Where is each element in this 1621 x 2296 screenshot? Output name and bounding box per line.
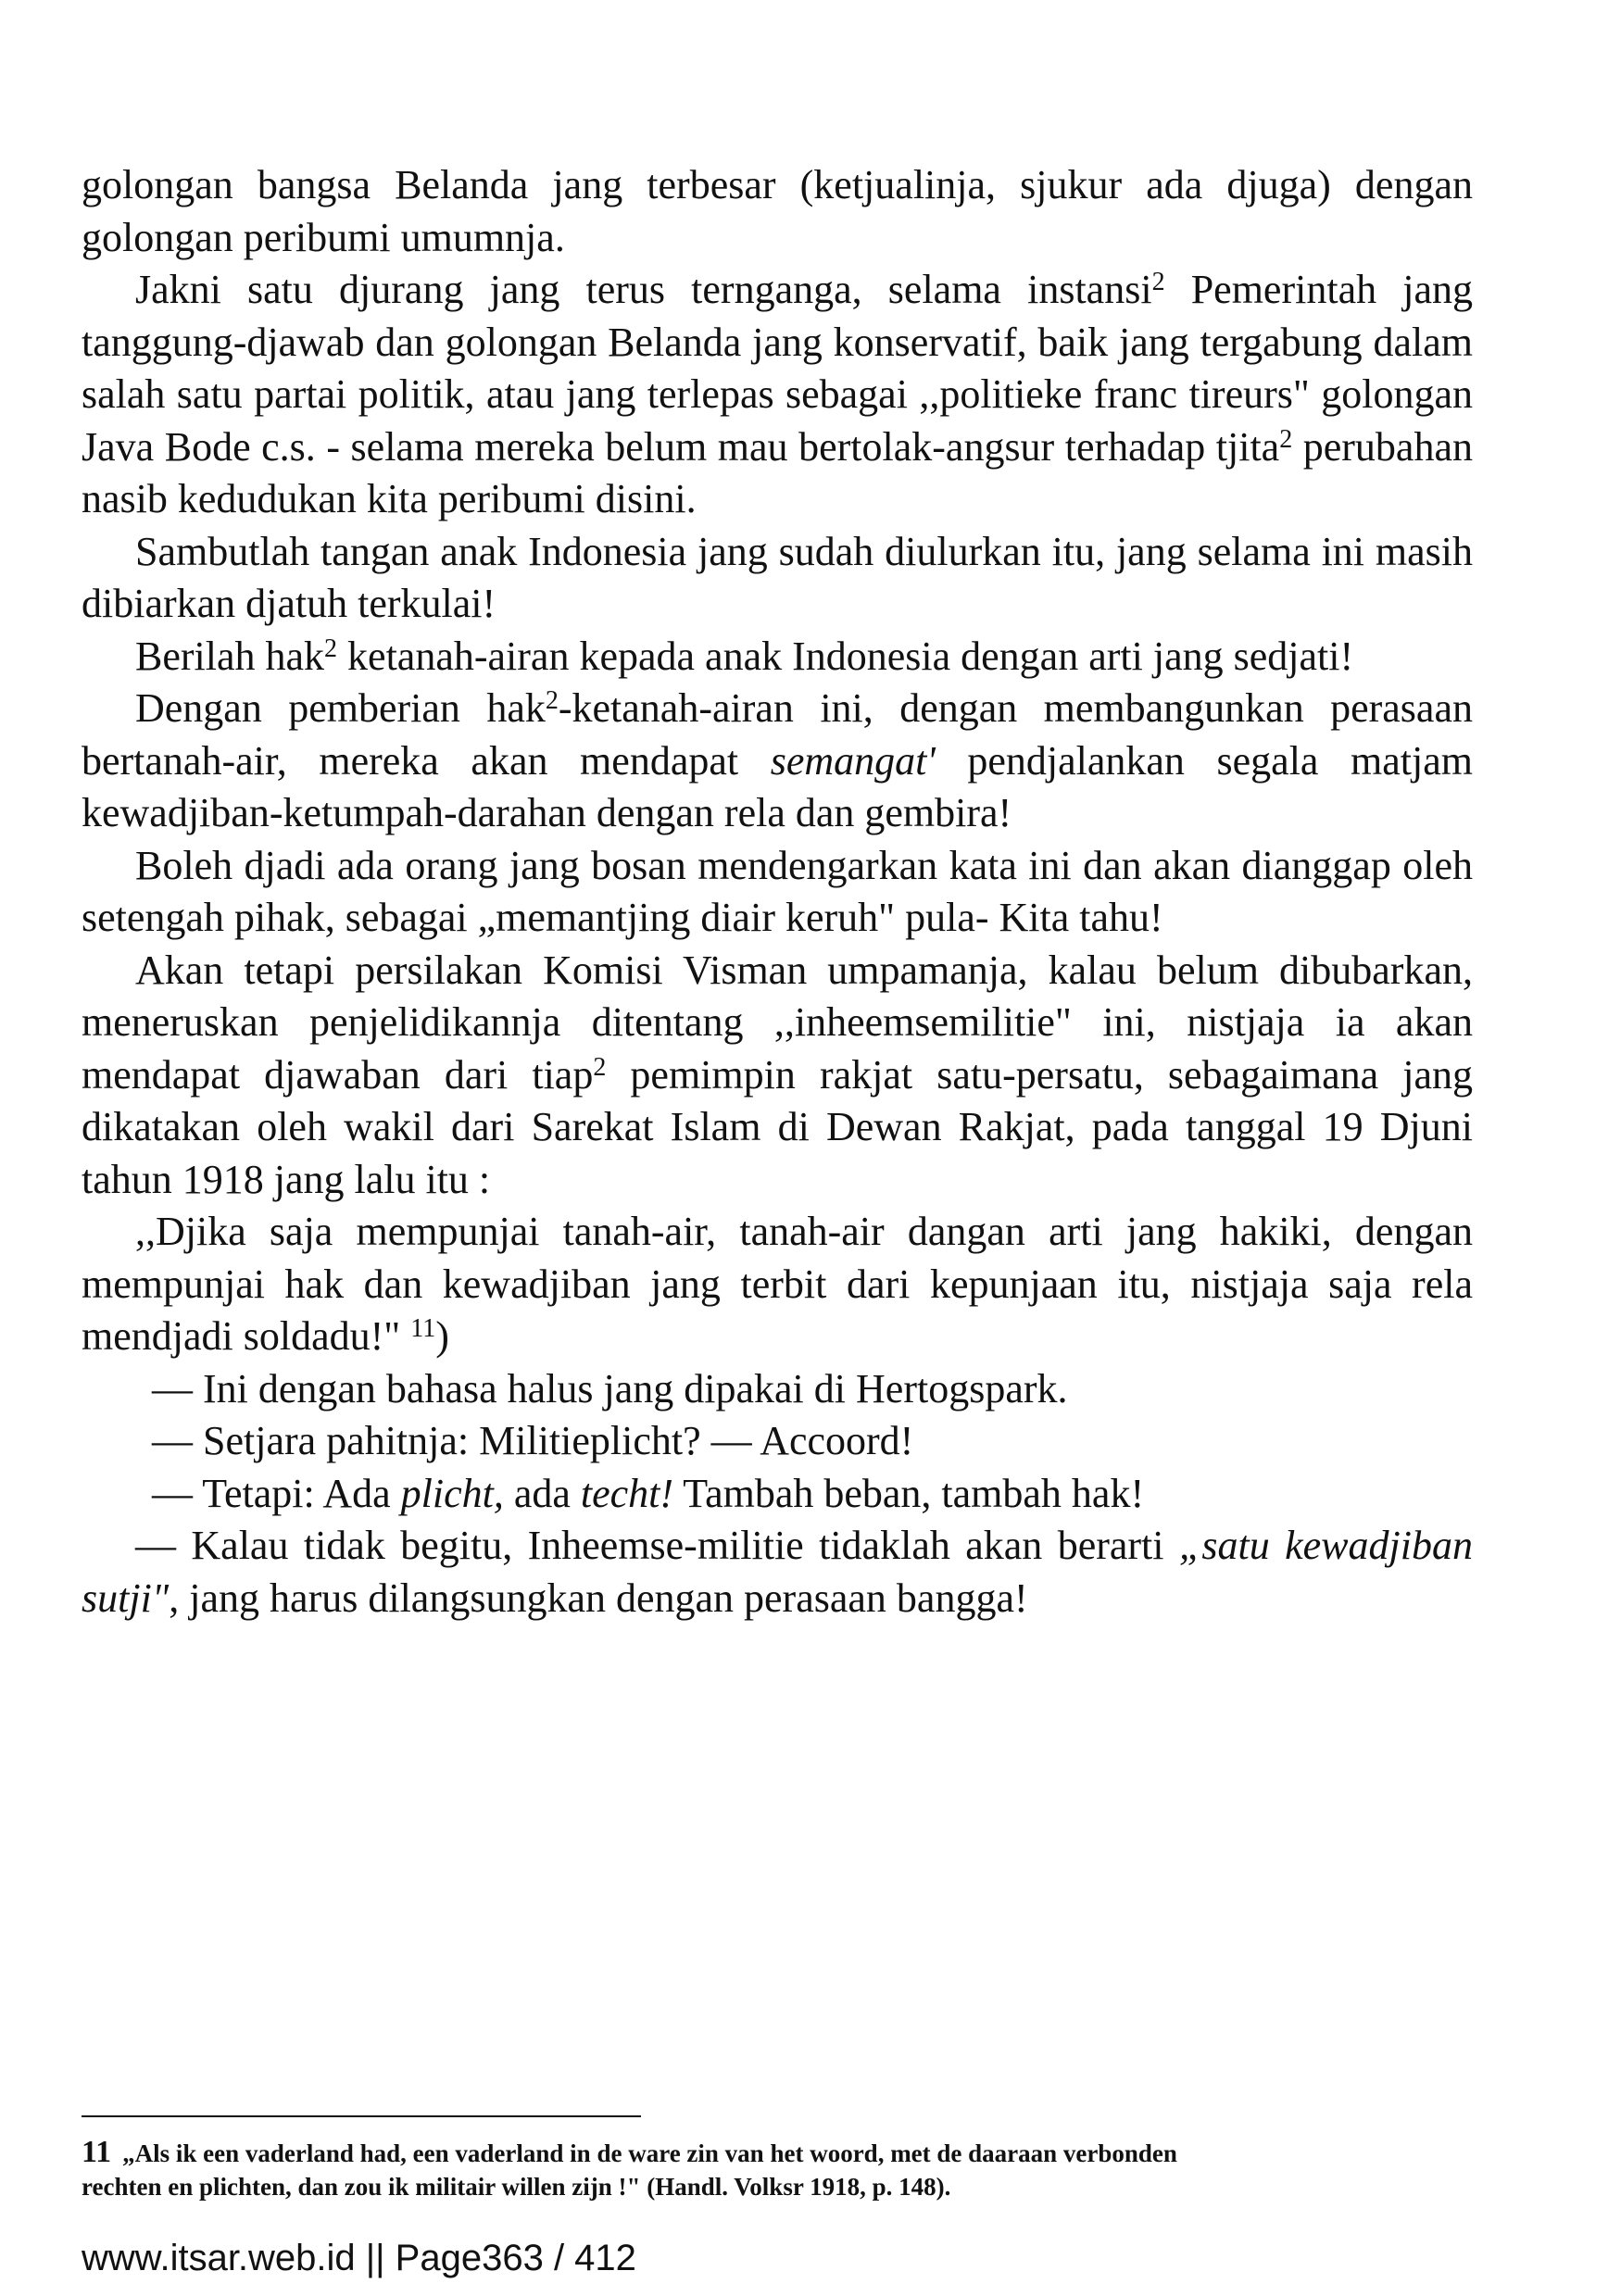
paragraph: Akan tetapi persilakan Komisi Visman umpamanja, kalau belum dibubarkan, meneruskan penjelidikannja ditentang ,,inheemsemilitie" ini, nistjaja ia akan mendapat djawaban dari tiap$^2$ pemimpin rakjat satu-persatu, sebagaimana jang dikatakan oleh wakil dari Sarekat Islam di Dewan Rakjat, pada tanggal 19 Djuni tahun 1918 jang lalu itu : bbox=[82, 947, 1473, 1202]
paragraph: Boleh djadi ada orang jang bosan mendengarkan kata ini dan akan dianggap oleh setengah pihak, sebagai „memantjing diair keruh" pula- Kita tahu! bbox=[82, 842, 1473, 940]
paragraph: Berilah hak$^2$ ketanah-airan kepada anak Indonesia dengan arti jang sedjati! bbox=[135, 633, 1354, 679]
paragraph: ,,Djika saja mempunjai tanah-air, tanah-air dangan arti jang hakiki, dengan mempunjai hak dan kewadjiban jang terbit dari kepunjaan itu, nistjaja saja rela mendjadi soldadu!" $^{11}$) bbox=[82, 1209, 1473, 1359]
paragraph: — Kalau tidak begitu, Inheemse-militie tidaklah akan berarti „satu kewadjiban sutji", jang harus dilangsungkan dengan perasaan bangga! bbox=[82, 1523, 1473, 1621]
paragraph: — Setjara pahitnja: Militieplicht? — Accoord! bbox=[152, 1418, 914, 1463]
page-footer: www.itsar.web.id || Page363 / 412 bbox=[82, 2238, 636, 2278]
paragraph: golongan bangsa Belanda jang terbesar (ketjualinja, sjukur ada djuga) dengan golongan peribumi umumnja. bbox=[82, 162, 1473, 260]
footnote-number: 11 bbox=[82, 2135, 112, 2169]
footnote-text: „Als ik een vaderland had, een vaderland in de ware zin van het woord, met de daaraan verbonden rechten en plichten, dan zou ik militair willen zijn !" (Handl. Volksr 1918, p. 148). bbox=[82, 2139, 1177, 2201]
paragraph: Sambutlah tangan anak Indonesia jang sudah diulurkan itu, jang selama ini masih dibiarkan djatuh terkulai! bbox=[82, 528, 1473, 626]
footnote-divider bbox=[82, 2115, 641, 2117]
paragraph: — Ini dengan bahasa halus jang dipakai di Hertogspark. bbox=[152, 1365, 1068, 1411]
paragraph: — Tetapi: Ada plicht, ada techt! Tambah beban, tambah hak! bbox=[152, 1470, 1145, 1516]
paragraph: Dengan pemberian hak$^2$-ketanah-airan ini, dengan membangunkan perasaan bertanah-air, mereka akan mendapat semangat' pendjalankan segala matjam kewadjiban-ketumpah-darahan dengan rela dan gembira! bbox=[82, 685, 1473, 835]
paragraph: Jakni satu djurang jang terus ternganga, selama instansi$^2$ Pemerintah jang tanggung-djawab dan golongan Belanda jang konservatif, baik jang tergabung dalam salah satu partai politik, atau jang terlepas sebagai ,,politieke franc tireurs" golongan Java Bode c.s. - selama mereka belum mau bertolak-angsur terhadap tjita$^2$ perubahan nasib kedudukan kita peribumi disini. bbox=[82, 267, 1473, 521]
footnote bbox=[82, 2136, 1249, 2203]
body-text bbox=[82, 159, 1473, 1625]
